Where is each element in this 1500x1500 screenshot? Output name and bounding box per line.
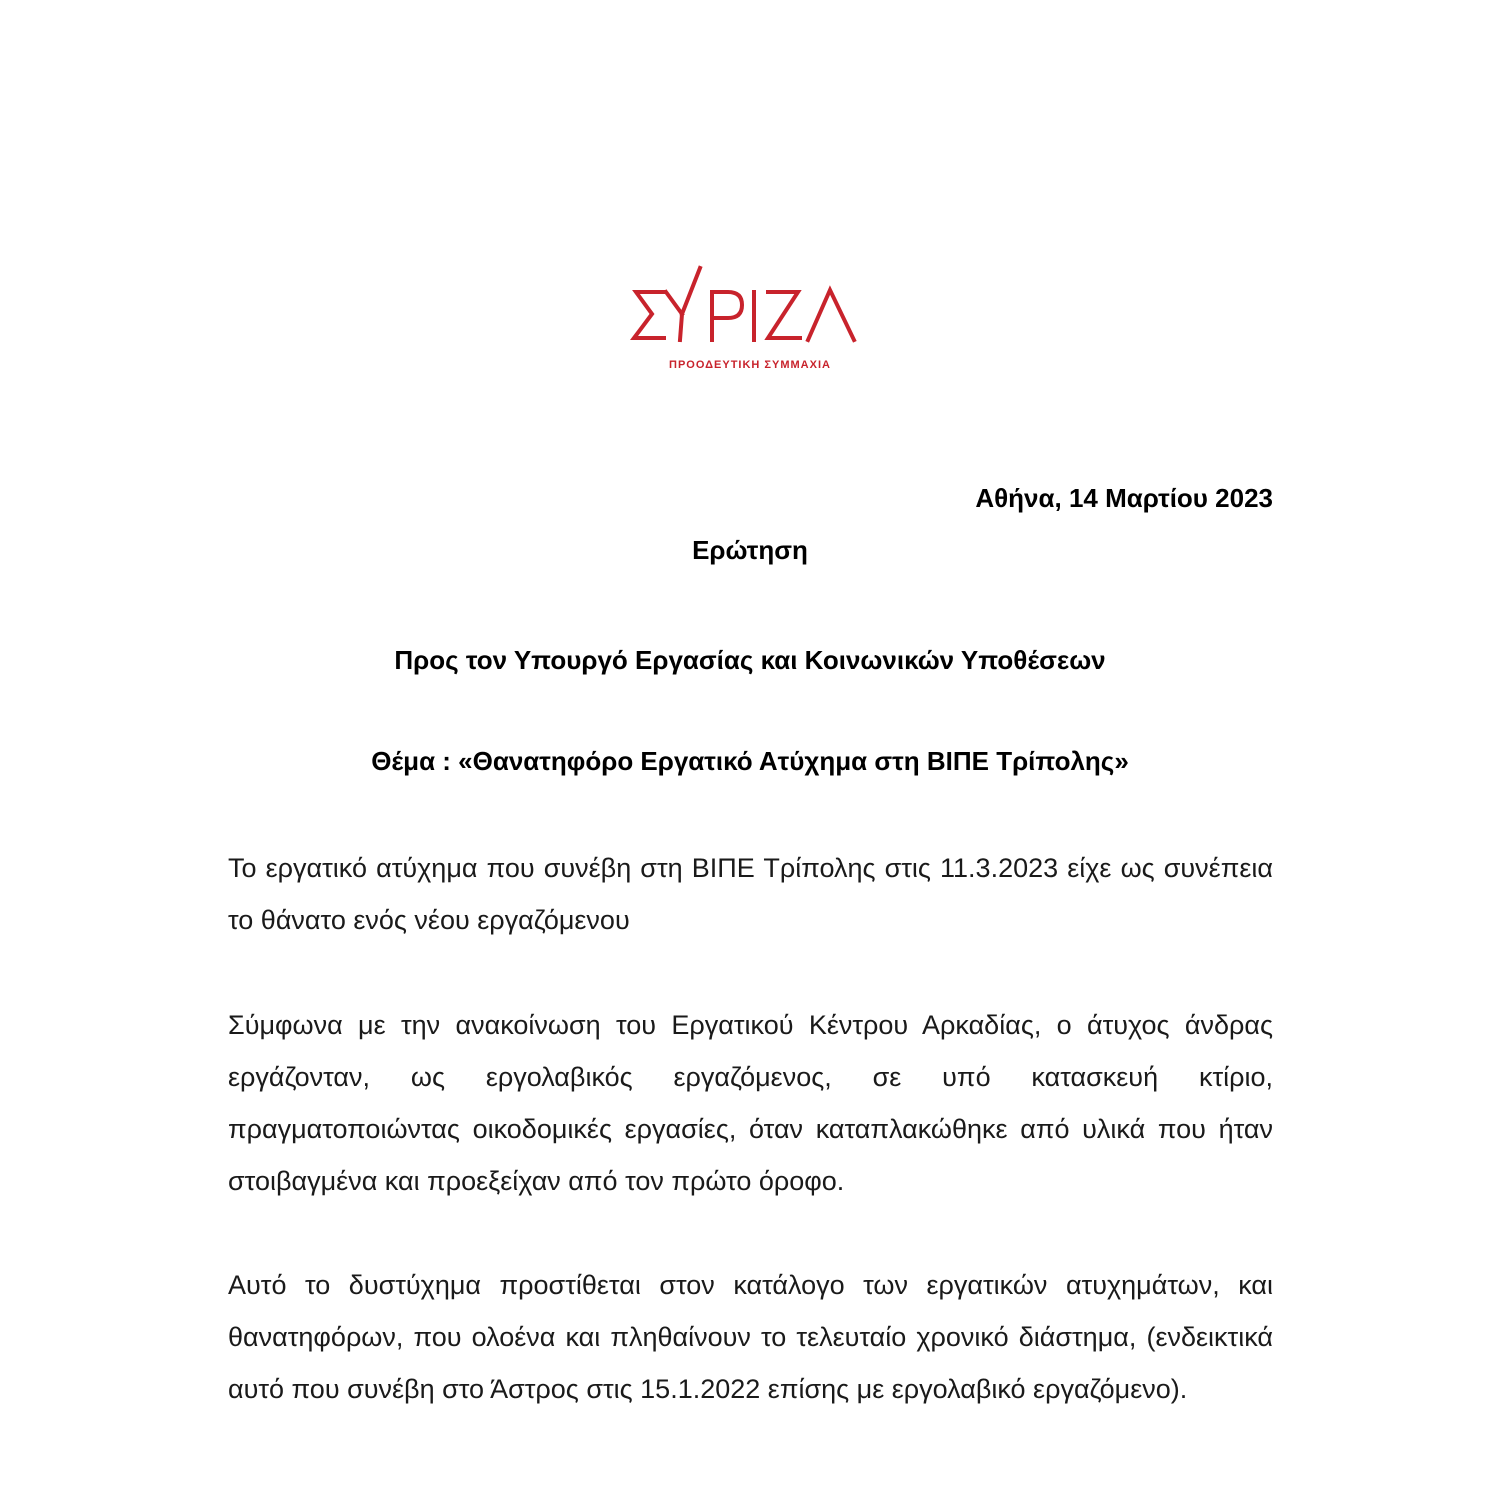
paragraph-2: Σύμφωνα με την ανακοίνωση του Εργατικού Κέντρου Αρκαδίας, ο άτυχος άνδρας εργάζονταν, ως εργολαβικός εργαζόμενος, σε υπό κατασκευή κτίριο, πραγματοποιώντας οικοδομικές εργασίες, όταν καταπλακώθηκε από υλικά που ήταν στοιβαγμένα και προεξείχαν από τον πρώτο όροφο.	[228, 1010, 1273, 1196]
document-date: Αθήνα, 14 Μαρτίου 2023	[975, 483, 1273, 513]
syriza-logo	[630, 262, 870, 374]
syriza-logo-mark	[630, 262, 870, 374]
logo-tagline: ΠΡΟΟΔΕΥΤΙΚΗ ΣΥΜΜΑΧΙΑ	[669, 359, 831, 371]
document-addressee: Προς τον Υπουργό Εργασίας και Κοινωνικών Υποθέσεων	[394, 645, 1106, 675]
document-title: Ερώτηση	[692, 535, 808, 565]
document-subject: Θέμα : «Θανατηφόρο Εργατικό Ατύχημα στη ΒΙΠΕ Τρίπολης»	[371, 746, 1129, 776]
paragraph-3: Αυτό το δυστύχημα προστίθεται στον κατάλογο των εργατικών ατυχημάτων, και θανατηφόρων, που ολοένα και πληθαίνουν το τελευταίο χρονικό διάστημα, (ενδεικτικά αυτό που συνέβη στο Άστρος στις 15.1.2022 επίσης με εργολαβικό εργαζόμενο).	[228, 1270, 1273, 1404]
paragraph-1: Το εργατικό ατύχημα που συνέβη στη ΒΙΠΕ Τρίπολης στις 11.3.2023 είχε ως συνέπεια το θάνατο ενός νέου εργαζόμενου	[228, 853, 1273, 935]
